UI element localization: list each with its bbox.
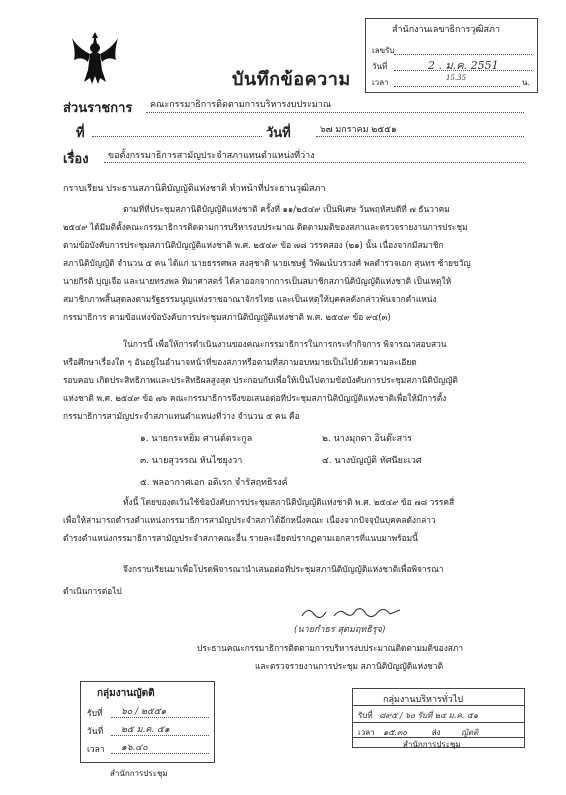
nominee-item: ๒. นางมุกดา อินต๊ะสาร [322,434,413,444]
signatory-title-line: และตรวจรายงานการประชุม สภานิติบัญญัติแห่งชาติ [255,661,444,671]
nominee-item: ๓. นายสุวรรณ หันไชยุงวา [140,456,243,466]
paragraph-1-line: ๒๕๔๙ ได้มีมติตั้งคณะกรรมาธิการติดตามการบริหารงบประมาณ ติดตามมติของสภาและตรวจรายงานการประชุม [63,222,468,232]
stamp-date-label: วันที่ [87,727,104,737]
stamp-to-label: ส่ง [431,728,441,737]
paragraph-1-line: นายกีรติ บุญเจือ และนายทรงพล ทิมาศาสตร์ ได้ลาออกจากการเป็นสมาชิกสภานิติบัญญัติแห่งชาติ เป็นเหตุให้ [63,276,452,286]
paragraph-2-line: รอบคอบ เกิดประสิทธิภาพและประสิทธิผลสูงสุด ประกอบกับเพื่อให้เป็นไปตามข้อบังคับการประชุมสภานิติบัญญัติ [63,375,458,385]
signatory-name: (นายกำธร สุดมฤทธิรุจ) [294,625,386,635]
paragraph-1-line: สมาชิกภาพสิ้นสุดลงตามรัฐธรรมนูญแห่งราชอาณาจักรไทย และเป็นเหตุให้บุคคลดังกล่าวพ้นจากตำแหน่ง [63,294,437,304]
date-value: ๖๗ มกราคม ๒๕๕๑ [320,125,397,135]
stamp-time-value: ๑๕.๓๐ [383,728,408,737]
stamp-receive-value: ๖๐ / ๒๕๕๑ [121,707,167,717]
subject-label: เรื่อง [63,152,89,167]
paragraph-3-line: ทั้งนี้ โดยของดเว้นใช้ข้อบังคับการประชุมสภานิติบัญญัติแห่งชาติ พ.ศ. ๒๕๔๙ ข้อ ๗๘ วรรคสี่ [123,497,455,507]
stamp-date-label: วันที่ [372,62,388,71]
stamp-receive-label: เลขรับ [372,46,395,55]
ref-label: ที่ [76,126,85,141]
paragraph-1-line: ตามที่ที่ประชุมสภานิติบัญญัติแห่งชาติ ครั้งที่ ๑๑/๒๕๔๙ เป็นพิเศษ วันพฤหัสบดีที่ ๗ ธันวาคม [123,204,450,214]
paragraph-1-line: กรรมาธิการ ตามข้อแห่งข้อบังคับการประชุมสภานิติบัญญัติแห่งชาติ พ.ศ. ๒๕๔๙ ข้อ ๙๔(๓) [63,312,391,322]
stamp-group: กลุ่มงานญัตติ [97,688,155,699]
paragraph-1-line: ตามข้อบังคับการประชุมสภานิติบัญญัติแห่งชาติ พ.ศ. ๒๕๔๙ ข้อ ๗๘ วรรคสอง (๒๑) นั้น เนื่องจากมีสมาชิก [63,240,444,250]
stamp-time-value: ๑๖.๔๐ [121,743,148,753]
nominee-item: ๔. นางบัญญัติ ทัศนียะเวศ [322,456,422,466]
agency-value: คณะกรรมาธิการติดตามการบริหารงบประมาณ [150,100,332,110]
salutation: กราบเรียน ประธานสภานิติบัญญัติแห่งชาติ ทำหน้าที่ประธานวุฒิสภา [63,184,326,194]
subject-value: ขอตั้งกรรมาธิการสามัญประจำสภาแทนตำแหน่งที่ว่าง [108,151,315,161]
stamp-group: กลุ่มงานบริหารทั่วไป [383,695,464,705]
stamp-time-value: 15.35 [446,74,467,82]
nominee-item: ๕. พลอากาศเอก อดิเรก จำรัสฤทธิรงค์ [140,478,288,488]
stamp-date-value: ๒๕ ม.ค. ๕๑ [121,725,170,735]
garuda-emblem-icon [70,30,120,86]
stamp-receive-label: รับที่ [358,711,373,720]
stamp-time-label: เวลา [87,745,105,755]
stamp-time-label: เวลา [358,728,375,737]
memo-title: บันทึกข้อความ [232,69,351,90]
receipt-stamp-top [365,18,538,93]
stamp-receive-value: ๘๙๕ / ๖๐ รับที่ ๒๔ ม.ค. ๕๑ [379,711,479,720]
stamp-office: สำนักงานเลขาธิการวุฒิสภา [392,25,501,35]
date-label: วันที่ [266,126,291,141]
stamp-footer: สำนักการประชุม [403,740,461,749]
paragraph-4-line: จึงกราบเรียนมาเพื่อโปรดพิจารณานำเสนอต่อที่ประชุมสภานิติบัญญัติแห่งชาติเพื่อพิจารณา [123,564,444,574]
paragraph-1-line: สภานิติบัญญัติ จำนวน ๕ คน ได้แก่ นายธรรศพล สงสุชาติ นายเชษฐ์ วิพัฒน์บวรวงศ์ พลตำรวจเอก สุนทร ซ้ายขวัญ [63,258,471,268]
paragraph-2-line: แห่งชาติ พ.ศ. ๒๕๔๙ ข้อ ๗๖ คณะกรรมาธิการจึงขอเสนอต่อที่ประชุมสภานิติบัญญัติแห่งชาติเพื่อให้มีการตั้ง [63,393,447,403]
stamp-receive-label: รับที่ [87,709,103,719]
paragraph-4-line: ดำเนินการต่อไป [63,586,122,596]
paragraph-2-line: ในการนี้ เพื่อให้การดำเนินงานของคณะกรรมาธิการในการกระทำกิจการ พิจารณาสอบสวน [123,339,447,349]
receipt-stamp-bottom-left [80,681,215,763]
stamp-footer: สำนักการประชุม [110,769,168,778]
paragraph-3-line: ดำรงตำแหน่งกรรมาธิการสามัญประจำสภาคณะอื่น รายละเอียดปรากฏตามเอกสารที่แนบมาพร้อมนี้ [63,533,418,543]
stamp-date-value: 2 . ม.ค. 2551 [428,59,499,72]
paragraph-2-line: หรือศึกษาเรื่องใด ๆ อันอยู่ในอำนาจหน้าที่ของสภาหรือตามที่สภามอบหมายเป็นไปด้วยความละเอียด [63,357,417,367]
receipt-stamp-bottom-right [352,688,525,748]
signatory-title-line: ประธานคณะกรรมาธิการติดตามการบริหารงบประมาณติดตามมติของสภา [197,643,464,653]
stamp-time-suffix: น. [522,78,531,87]
stamp-to-value: ญัตติ [461,728,479,737]
paragraph-3-line: เพื่อให้สามารถดำรงตำแหน่งกรรมาธิการสามัญประจำสภาได้อีกหนึ่งคณะ เนื่องจากปัจจุบันบุคคลดังกล่าว [63,515,436,525]
agency-label: ส่วนราชการ [63,101,133,116]
paragraph-2-line: กรรมาธิการสามัญประจำสภาแทนตำแหน่งที่ว่าง จำนวน ๕ คน คือ [63,411,300,421]
stamp-time-label: เวลา [372,78,389,87]
handwritten-signature-icon [300,602,410,624]
nominee-item: ๑. นายกระหยิ่ม ศานต์ตระกูล [140,434,253,444]
